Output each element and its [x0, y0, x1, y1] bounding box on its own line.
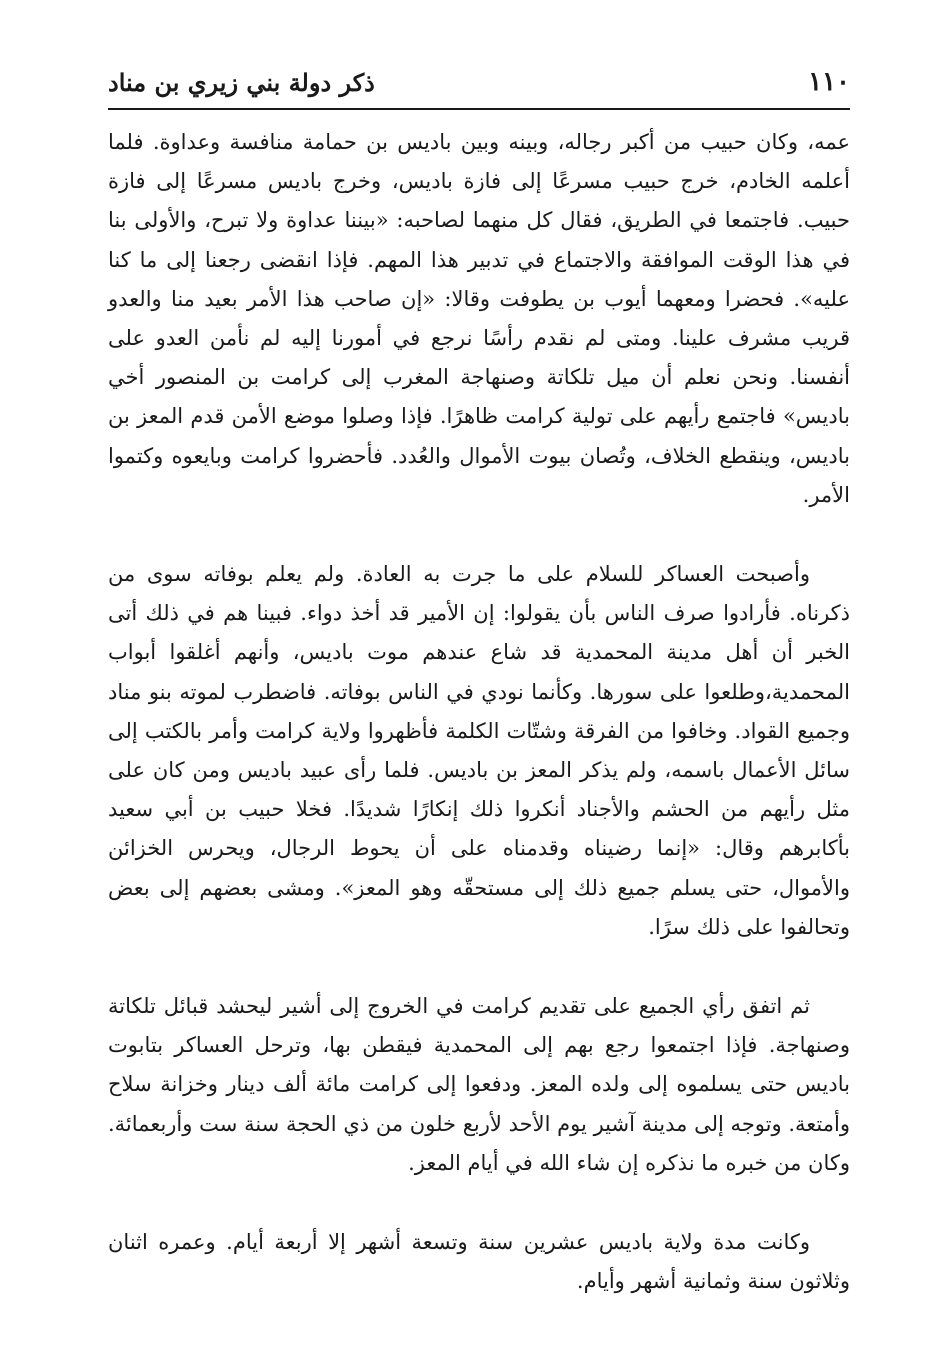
chapter-title: ذكر دولة بني زيري بن مناد [108, 67, 375, 97]
running-head [108, 62, 850, 102]
page-number: ١١٠ [808, 67, 850, 97]
paragraph-1: عمه، وكان حبيب من أكبر رجاله، وبينه وبين باديس بن حمامة منافسة وعداوة. فلما أعلمه الخادم، خرج حبيب مسرعًا إلى فازة باديس، وخرج باديس مسرعًا إلى فازة حبيب. فاجتمعا في الطريق، فقال كل منهما لصاحبه: «بيننا عداوة ولا تبرح، والأولى بنا في هذا الوقت الموافقة والاجتماع في تدبير هذا المهم. فإذا انقضى رجعنا إلى ما كنا عليه». فحضرا ومعهما أيوب بن يطوفت وقالا: «إن صاحب هذا الأمر بعيد منا والعدو قريب مشرف علينا. ومتى لم نقدم رأسًا نرجع في أمورنا إليه لم نأمن العدو على أنفسنا. ونحن نعلم أن ميل تلكاتة وصنهاجة المغرب إلى كرامت بن المنصور أخي باديس» فاجتمع رأيهم على تولية كرامت ظاهرًا. فإذا وصلوا موضع الأمن قدم المعز بن باديس، وينقطع الخلاف، وتُصان بيوت الأموال والعُدد. فأحضروا كرامت وبايعوه وكتموا الأمر. [108, 130, 850, 507]
header-divider [108, 108, 850, 110]
body-text [108, 123, 850, 1301]
paragraph-3: ثم اتفق رأي الجميع على تقديم كرامت في الخروج إلى أشير ليحشد قبائل تلكاتة وصنهاجة. فإذا اجتمعوا رجع بهم إلى المحمدية فيقطن بها، وترحل العساكر بتابوت باديس حتى يسلموه إلى ولده المعز. ودفعوا إلى كرامت مائة ألف دينار وخزانة سلاح وأمتعة. وتوجه إلى مدينة آشير يوم الأحد لأربع خلون من ذي الحجة سنة ست وأربعمائة. وكان من خبره ما نذكره إن شاء الله في أيام المعز. [108, 994, 850, 1175]
paragraph-4: وكانت مدة ولاية باديس عشرين سنة وتسعة أشهر إلا أربعة أيام. وعمره اثنان وثلاثون سنة وثمانية أشهر وأيام. [108, 1230, 850, 1294]
paragraph-2: وأصبحت العساكر للسلام على ما جرت به العادة. ولم يعلم بوفاته سوى من ذكرناه. فأرادوا صرف الناس بأن يقولوا: إن الأمير قد أخذ دواء. فبينا هم في ذلك أتى الخبر أن أهل مدينة المحمدية قد شاع عندهم موت باديس، وأنهم أغلقوا أبواب المحمدية،وطلعوا على سورها. وكأنما نودي في الناس بوفاته. فاضطرب لموته بنو مناد وجميع القواد. وخافوا من الفرقة وشتّات الكلمة فأظهروا ولاية كرامت وأمر بالكتب إلى سائل الأعمال باسمه، ولم يذكر المعز بن باديس. فلما رأى عبيد باديس ومن كان على مثل رأيهم من الحشم والأجناد أنكروا ذلك إنكارًا شديدًا. فخلا حبيب بن أبي سعيد بأكابرهم وقال: «إنما رضيناه وقدمناه على أن يحوط الرجال، ويحرس الخزائن والأموال، حتى يسلم جميع ذلك إلى مستحقّه وهو المعز». ومشى بعضهم إلى بعض وتحالفوا على ذلك سرًا. [108, 562, 850, 939]
